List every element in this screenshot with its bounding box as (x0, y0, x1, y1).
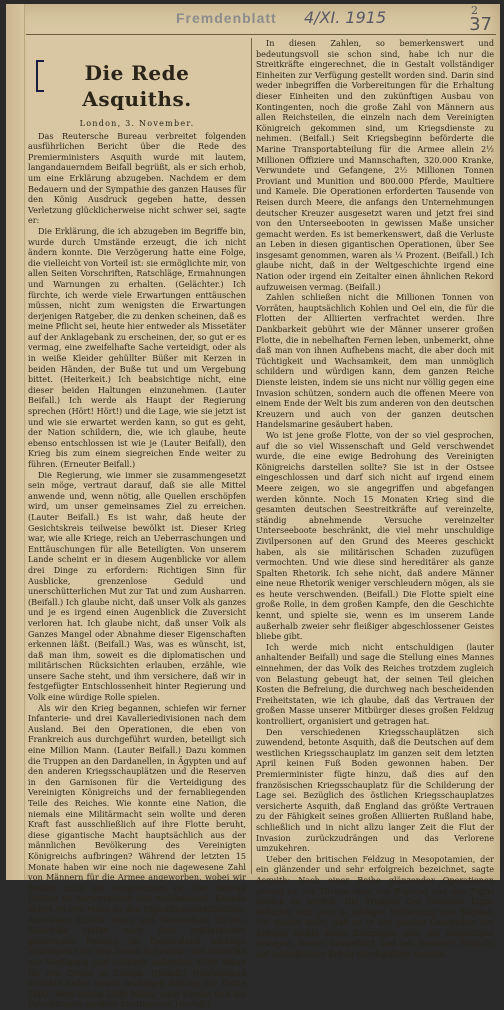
paragraph: Wo ist jene große Flotte, von der so viel gesprochen, auf die so viel Wissenschaft und Geld verschwendet wurde, die eine ewige Bedrohung des Vereinigten Königreichs darstellen sollte? Sie ist in der Ostsee eingeschlossen und darf sich nicht auf irgend einem Meere zeigen, wo sie angegriffen und abgefangen werden könnte. Noch 15 Monaten Krieg sind die gesamten deutschen Seestreitkräfte auf vereinzelte, ständig abnehmende Versuche vereinzelter Unterseeboote beschränkt, die viel mehr unschuldige Zivilpersonen auf den Grund des Meeres geschickt haben, als sie militärischen Schaden zuzufügen vermochten. Und wie diese sind hereditärer als ganze Spalten Rhetorik. Ich sehe nicht, daß andere Männer eine neue Rhetorik weniger verschleudern mögen, als sie es heute verschwenden. (Beifall.) Die Flotte spielt eine große Rolle, in dem großen Kampfe, den die Geschichte kennt, und spielte sie, wenn es im unserem Lande außerhalb zweier sehr fleißiger abgeschlossener Geistes bliebe gibt. (256, 429, 494, 642)
paragraph: Zahlen schließen nicht die Millionen Tonnen von Vorräten, hauptsächlich Kohlen und Oel ein, die für die Flotten der Alliierten verfrachtet werden. Ihre Dankbarkeit gebührt wie der Männer unserer großen Flotte, die in nebelhaften Fernen leben, unbemerkt, ohne daß man von ihnen Aufhebens macht, die aber doch mit Tüchtigkeit und Wachsamkeit, dem man unmöglich schildern und würdigen kann, dem ganzen Reiche Dienste leisten, indem sie uns nicht nur völlig gegen eine Invasion schützen, sondern auch die offenen Meere von einem Ende der Welt bis zum anderen von den deutschen Kreuzern und auch von der ganzen deutschen Handelsmarine gesäubert haben. (256, 292, 494, 430)
page-mark: 2 (471, 4, 478, 17)
paragraph: Das Reutersche Bureau verbreitet folgenden ausführlichen Bericht über die Rede des Premierministers Asquith wurde mit lautem, langandauerndem Beifall begrüßt, als er sich erhob, um eine Erklärung abzugeben. Nachdem er dem Bedauern und der Sympathie des ganzen Hauses für den König Ausdruck gegeben hatte, dessen Verletzung glücklicherweise nicht schwer sei, sagte er: (28, 130, 246, 226)
paragraph: Als wir den Krieg begannen, schiefen wir ferner Infanterie- und drei Kavalleriedivisionen nach dem Ausland. Bei den Operationen, die eben von Frankreich aus durchgeführt wurden, beteiligt sich eine Million Mann. (Lauter Beifall.) Dazu kommen die Truppen an den Dardanellen, in Ägypten und auf den anderen Kriegsschauplätzen und die Reserven in den Garnisonen für die Verteidigung des Vereinigten Königreichs und der fernabliegenden Teile des Reiches. Wie konnte eine Nation, die niemals eine Militärmacht sein wollte und deren Kraft fast ausschließlich auf ihre Flotte beruht, diese gigantische Macht hauptsächlich aus der männlichen Bevölkerung des Vereinigten Königreichs aufbringen? Während der letzten 15 Monate haben wir eine noch nie dagewesene Zahl von Männern für die Armee angeworben, wobei wir freilich nicht mit eingerechnet ist. Der Beitrag Indiens ist hervorragend und wohlbekannt. Kanada liefert 96.000 Mann zu den Expeditionsstreitkräften, Australien 92.000 Mann und Neuseeland 25.000. Südafrika stellte nach dem erfolgreichen glänzenden Feldzug im Damaraland wichtige Kontingente für den Dienst in Zentral- und Ostafrika zur Verfügung und schickte außerdem 6500 Mann für den Dienst in Europa. (Beifall.) Neufundland schickte außer einem wichtigen Beitrag zur Flotte 1600, West-Indien 2000 Mann; auch Ceylon und die Fidschiinseln sandten Kontingente. (Beifall.) (28, 702, 246, 1010)
album-binding-strip (6, 4, 25, 880)
masthead-stamp: Fremdenblatt (176, 10, 277, 26)
top-rule (26, 34, 496, 35)
column-divider (251, 38, 252, 874)
dateline: London, 3. November. (79, 118, 195, 128)
right-column (256, 38, 494, 960)
handwritten-date: 4/XI. 1915 (304, 8, 387, 27)
paragraph: Ich werde mich nicht entschuldigen (lauter anhaltender Beifall) und sage die Stellung eines Mannes einnehmen, der das Volk des Reiches trotzdem zugleich von Belastung gebeugt hat, der seinen Teil gleichen Kosten die Befreiung, die durchweg nach bescheidenden Freiheitstaten, wie ich glaube, daß das Vertrauen der großen Masse unserer Mitbürger dieses großen Feldzug kontrolliert, organisiert und getragen hat. (256, 641, 494, 726)
newspaper-clipping (6, 4, 500, 1010)
paragraph: In diesen Zahlen, so bemerkenswert und bedeutungsvoll sie schon sind, habe ich nur die Streitkräfte eingerechnet, die in Gestalt vollständiger Einheiten zur Verfügung gestellt worden sind. Darin sind weder inbegriffen die Vorbereitungen für die Erhaltung dieser Einheiten und den zukünftigen Ausbau von Kontingenten, noch die große Zahl von Männern aus allen Reichsteilen, die einzeln nach dem Vereinigten Königreich gekommen sind, um Kriegsdienste zu nehmen. (Beifall.) Seit Kriegsbeginn beförderte die Marine Transportabteilung für die Armee allein 2½ Millionen Offiziere und Mannschaften, 320.000 Kranke, Verwundete und Gefangene, 2½ Millionen Tonnen Proviant und Munition und 800.000 Pferde, Maultiere und Kamele. Die Operationen erforderten Tausende von Reisen durch Meere, die anfangs den Unternehmungen deutscher Kreuzer ausgesetzt waren und jetzt frei sind von den Unterseebooten in gewissen Maße unsicher gemacht werden. Es ist bemerkenswert, daß die Verluste an Leben in diesen gigantischen Operationen, über See insgesamt genommen, waren als ¼ Prozent. (Beifall.) Ich glaube nicht, daß in der Weltgeschichte irgend eine Nation oder irgend ein Zeitalter einen ähnlichen Rekord aufzuweisen vermag. (Beifall.) (256, 38, 494, 292)
paragraph: Die Erklärung, die ich abzugeben im Begriffe bin, wurde durch Umstände erzeugt, die ich nicht ändern konnte. Die Verzögerung hatte eine Folge, die vielleicht von Vorteil ist: sie ermöglichte mir, von allen Seiten Vorschriften, Ratschläge, Ermahnungen und Warnungen zu erhalten. (Gelächter.) Ich fürchte, ich werde viele Erwartungen enttäuschen müssen, nicht zum wenigsten die Erwartungen derjenigen Ratgeber, die zu denken scheinen, daß es meine Pflicht sei, heute hier entweder als Missetäter auf der Anklagebank zu erscheinen, der, so gut er es vermag, eine zweifelhafte Sache verteidigt, oder als in weiße Kleider gehüllter Büßer mit Kerzen in beiden Händen, der Buße tut und um Vergebung bittet. (Heiterkeit.) Ich beabsichtige nicht, eine dieser beiden Haltungen einzunehmen. (Lauter Beifall.) Ich werde als Haupt der Regierung sprechen (Hört! Hört!) und die Lage, wie sie jetzt ist und wie sie erwartet werden kann, so gut es geht, der Nation schildern, die, wie ich glaube, heute ebenso entschlossen ist wie je (Lauter Beifall), den Krieg bis zum einem siegreichen Ende weiter zu führen. (Erneuter Beifall.) (28, 225, 246, 469)
page-number: 37 (469, 14, 492, 35)
paragraph: Die Regierung, wie immer sie zusammengesetzt sein möge, vertraut darauf, daß sie alle Mittel anwende und, wenn nötig, alle Quellen erschöpfen wird, um unser gemeinsames Ziel zu erreichen. (Lauter Beifall.) Es ist wahr, daß heute der Gesichtskreis teilweise bewölkt ist. Dieser Krieg war, wie alle Kriege, reich an Ueberraschungen und Enttäuschungen für alle Beteiligten. Von unserem Lande scheint er in diesem Augenblicke vor allem drei Dinge zu erfordern: Richtigen Sinn für Ausblicke, grenzenlose Geduld und unerschütterlichen Mut zur Tat und zum Ausharren. (Beifall.) Ich glaube nicht, daß unser Volk als ganzes und je es irgend einen Augenblick die Zuversicht verloren hat. Ich glaube nicht, daß unser Volk als Ganzes Mangel oder Abnahme dieser Eigenschaften erkennen läßt. (Beifall.) Was, was es wünscht, ist, daß man ihm, soweit es die diplomatischen und militärischen Rücksichten erlauben, erzähle, wie unsere Sache steht, und ihm versichere, daß wir in festgefügter Entschlossenheit hinter Regierung und Volk eine würdige Rolle spielen. (28, 469, 246, 703)
paragraph: Den verschiedenen Kriegsschauplätzen sich zuwendend, betonte Asquith, daß die Deutschen auf dem westlichen Kriegsschauplatz im ganzen seit dem letzten April keinen Fuß Boden gewonnen haben. Der Premierminister fügte hinzu, daß dies auf den französischen Kriegsschauplatz für die Schilderung der Lage sei. Bezüglich des östlichen Kriegsschauplatzes versicherte Asquith, daß England das größte Vertrauen zu der Fähigkeit seines großen Alliierten Rußland habe, schließlich und in nicht allzu langer Zeit die Flut der Invasion zurückzudrängen und das Verlorene umzukehren. (256, 726, 494, 854)
article-headline: Die Rede Asquiths. (82, 61, 192, 111)
paragraph: Ueber den britischen Feldzug in Mesopotamien, der ein glänzender und sehr erfolgreich bezeichnet, sagte Asquith: Nach einer Reihe glänzender Operationen gelang es, die Türken über den Euphrat und den Tigris zurück zu werfen. Die Truppen des Generals Kigns befinden sich jetzt in mäßiger Entfernung von Bagdad. Ich glaube nicht, daß es in der ganzen Geschichte des Krieges nichts keine Kampagne gab, die sorgfältiger erwogen, besser ausgeführt und mit besserer Aussicht auf schließlichen Erfolg durchgeführt wurden. (256, 853, 494, 960)
left-column (28, 38, 246, 1010)
